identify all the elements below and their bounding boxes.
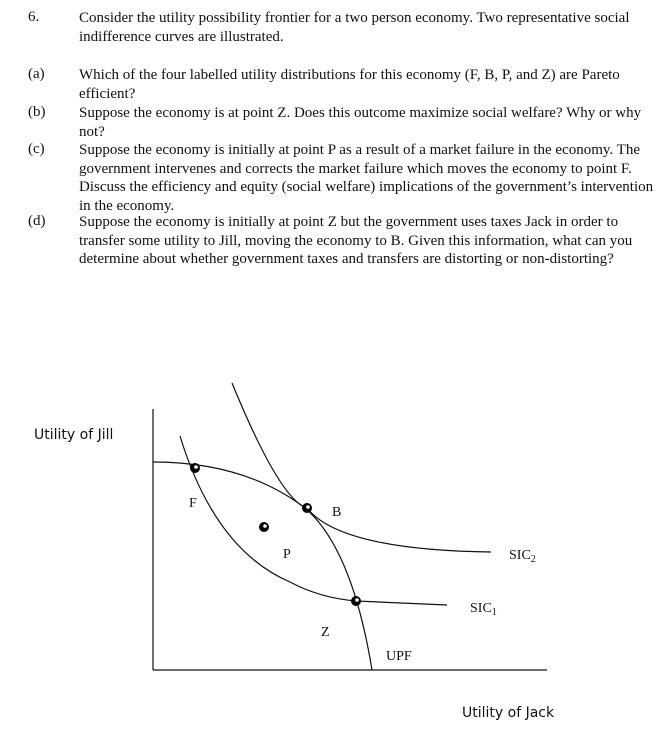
sic1-label-base: SIC [470, 601, 492, 616]
point-f-label: F [189, 496, 197, 511]
point-p-marker [259, 522, 269, 532]
point-z-marker [351, 596, 361, 606]
point-p-label: P [283, 547, 291, 562]
point-f-marker [190, 463, 200, 473]
y-axis-label: Utility of Jill [34, 427, 114, 443]
part-label: (c) [28, 141, 45, 157]
sic2-label-sub: 2 [530, 554, 536, 565]
part-text: Suppose the economy is at point Z. Does this outcome maximize social welfare? Why or why not? [79, 105, 642, 140]
sic1-label [470, 601, 497, 618]
sic1-curve [180, 436, 447, 605]
x-axis-label: Utility of Jack [462, 705, 555, 721]
part-text: Suppose the economy is initially at point Z but the government uses taxes Jack in order to transfer some utility to Jill, moving the economy to B. Given this information, what can you determine about whether government taxes and transfers are distorting or non-distorting? [79, 214, 633, 267]
point-b-label: B [332, 505, 342, 520]
sic2-label [509, 548, 536, 565]
point-b-marker [302, 503, 312, 513]
sic2-label-base: SIC [509, 548, 531, 563]
sic2-curve [232, 383, 491, 552]
question-intro: Consider the utility possibility frontier for a two person economy. Two representative social indifference curves are illustrated. [79, 10, 630, 45]
upf-label: UPF [386, 649, 412, 664]
point-z-label: Z [321, 625, 330, 640]
part-label: (a) [28, 66, 45, 82]
sic1-label-sub: 1 [491, 607, 497, 618]
part-label: (b) [28, 104, 46, 120]
part-text: Suppose the economy is initially at point P as a result of a market failure in the economy. The government intervenes and corrects the market failure which moves the economy to point F. Discuss the efficiency and equity (social welfare) implications of the government’s intervention in the economy. [79, 142, 654, 214]
question-number: 6. [28, 9, 40, 25]
part-text: Which of the four labelled utility distributions for this economy (F, B, P, and Z) are Pareto efficient? [79, 67, 620, 102]
part-label: (d) [28, 213, 46, 229]
